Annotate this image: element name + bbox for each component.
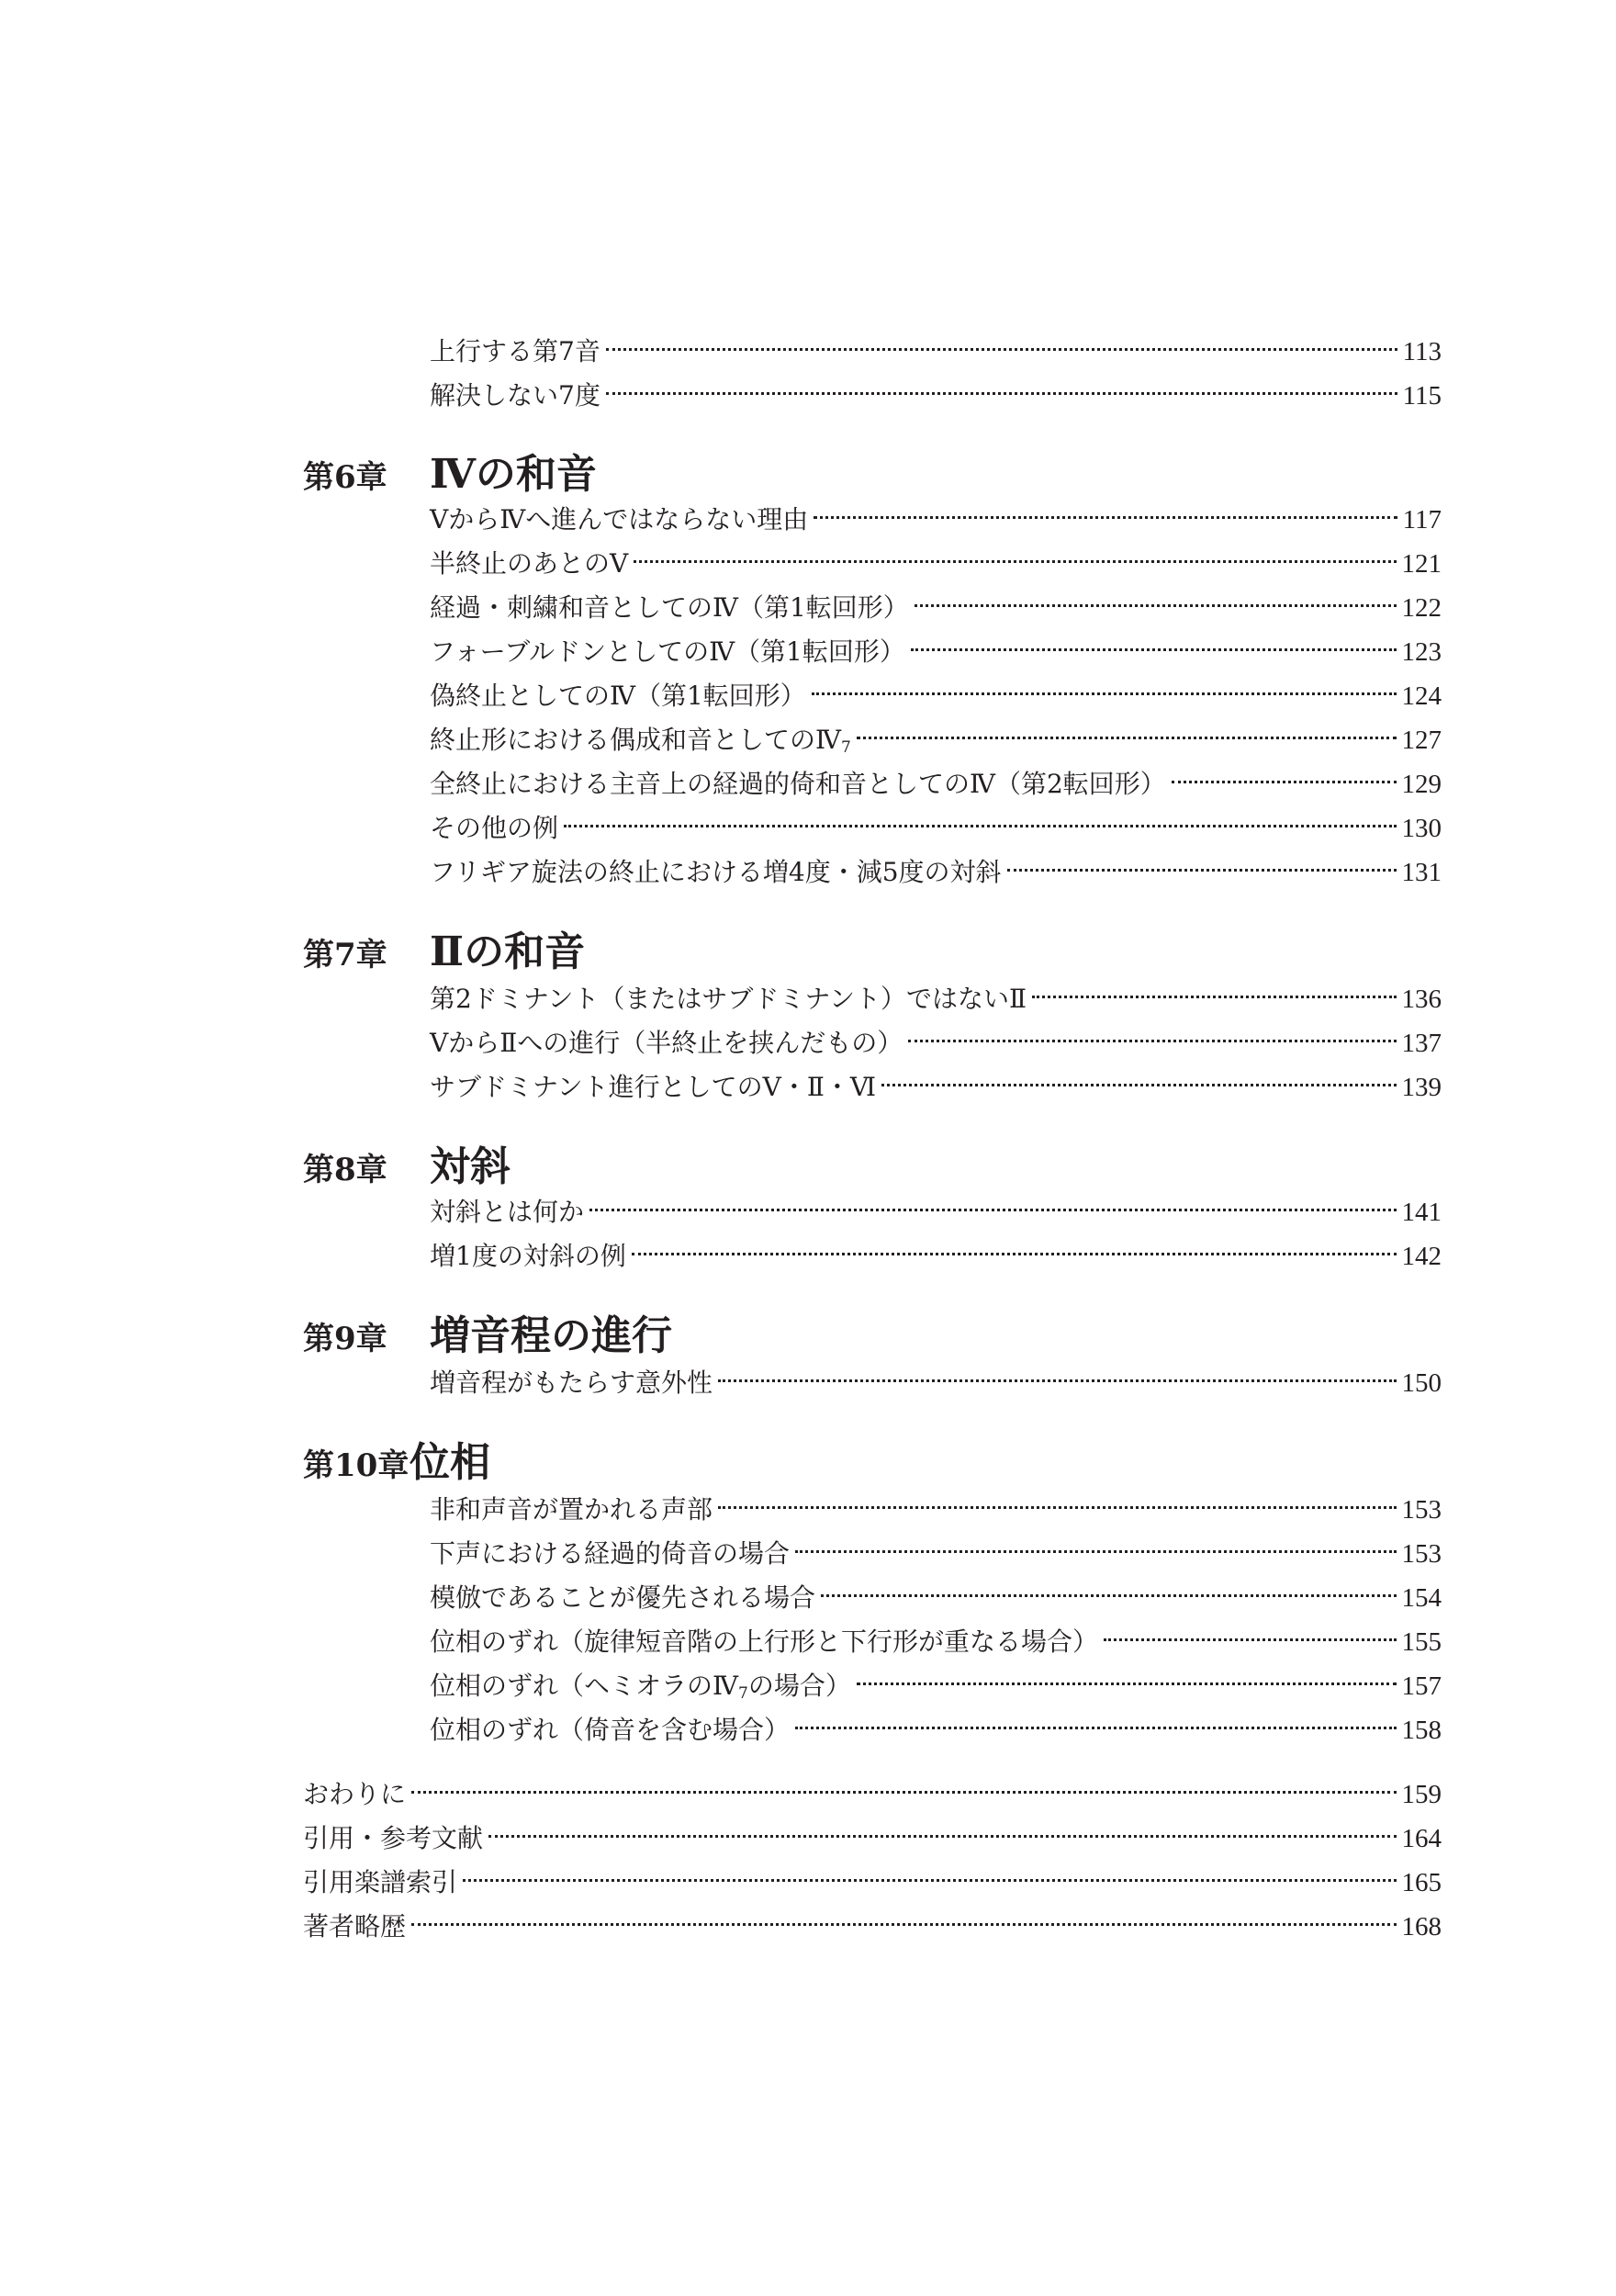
dot-leader: [857, 1683, 1397, 1685]
dot-leader: [1172, 781, 1397, 783]
toc-entry[interactable]: [430, 1534, 1442, 1574]
chapter-title: 増音程の進行: [430, 1312, 672, 1359]
toc-entry-title: 下声における経過的倚音の場合: [430, 1538, 791, 1569]
chapter-heading[interactable]: [303, 918, 585, 977]
toc-entry-title: 非和声音が置かれる声部: [430, 1494, 713, 1525]
toc-entry-page: 155: [1401, 1627, 1442, 1657]
toc-entry-page: 124: [1401, 681, 1442, 711]
toc-entry-page: 150: [1401, 1368, 1442, 1398]
chapter-title: 対斜: [430, 1143, 511, 1190]
toc-entry-page: 131: [1401, 858, 1442, 887]
chapter-heading[interactable]: [303, 1429, 490, 1488]
toc-entry[interactable]: [430, 376, 1442, 416]
toc-entry-title: 半終止のあとのⅤ: [430, 548, 629, 579]
toc-entry-title: フリギア旋法の終止における増4度・減5度の対斜: [430, 857, 1002, 887]
toc-entry-title: 上行する第7音: [430, 336, 600, 366]
toc-entry[interactable]: [430, 1067, 1442, 1108]
toc-entry-page: 122: [1401, 593, 1442, 623]
toc-entry-title: その他の例: [430, 813, 559, 843]
toc-entry[interactable]: [430, 332, 1442, 372]
toc-entry-title: 対斜とは何か: [430, 1197, 585, 1227]
toc-entry[interactable]: [430, 632, 1442, 672]
toc-entry-page: 130: [1401, 814, 1442, 843]
dot-leader: [1007, 869, 1397, 872]
chapter-number: 第7章: [303, 937, 387, 974]
dot-leader: [915, 604, 1397, 607]
toc-entry-page: 137: [1401, 1029, 1442, 1058]
dot-leader: [564, 825, 1396, 827]
toc-entry-title: フォーブルドンとしてのⅣ（第1転回形）: [430, 636, 905, 667]
toc-entry-title-text-after: の場合）: [747, 1671, 851, 1701]
toc-entry[interactable]: [430, 1622, 1442, 1662]
toc-entry-page: 159: [1401, 1780, 1442, 1809]
dot-leader: [795, 1727, 1396, 1729]
toc-entry-page: 117: [1402, 505, 1442, 535]
toc-entry[interactable]: [430, 1236, 1442, 1277]
dot-leader: [606, 392, 1397, 395]
chapter-heading[interactable]: [303, 441, 597, 500]
toc-entry-page: 123: [1401, 637, 1442, 667]
toc-entry-title: [430, 720, 851, 760]
toc-entry-page: 157: [1401, 1671, 1442, 1701]
toc-entry[interactable]: [430, 808, 1442, 849]
toc-entry-title: 第2ドミナント（またはサブドミナント）ではないⅡ: [430, 984, 1027, 1014]
dot-leader: [812, 692, 1397, 695]
toc-entry-page: 142: [1401, 1242, 1442, 1271]
toc-entry[interactable]: [430, 852, 1442, 893]
chapter-heading[interactable]: [303, 1133, 511, 1192]
dot-leader: [632, 1253, 1397, 1255]
toc-entry-title: 全終止における主音上の経過的倚和音としてのⅣ（第2転回形）: [430, 769, 1166, 799]
toc-entry-page: 153: [1401, 1539, 1442, 1569]
dot-leader: [634, 560, 1396, 563]
toc-entry-title: 偽終止としてのⅣ（第1転回形）: [430, 681, 806, 711]
dot-leader: [463, 1879, 1396, 1882]
toc-entry[interactable]: [430, 979, 1442, 1019]
toc-entry-title: 位相のずれ（倚音を含む場合）: [430, 1715, 791, 1745]
toc-entry-page: 127: [1401, 726, 1442, 755]
toc-entry[interactable]: [430, 676, 1442, 716]
toc-entry[interactable]: [303, 1907, 1442, 1947]
chapter-title: 位相: [410, 1439, 490, 1486]
toc-entry[interactable]: [430, 500, 1442, 540]
toc-entry[interactable]: [430, 1363, 1442, 1403]
toc-entry-title: 位相のずれ（旋律短音階の上行形と下行形が重なる場合）: [430, 1626, 1099, 1657]
toc-entry-title-text: 終止形における偶成和音としてのⅣ: [430, 725, 841, 755]
toc-entry-page: 153: [1401, 1495, 1442, 1525]
toc-entry-page: 115: [1402, 381, 1442, 411]
toc-entry-page: 129: [1401, 770, 1442, 799]
toc-entry-title-text: 位相のずれ（ヘミオラのⅣ: [430, 1671, 738, 1701]
dot-leader: [718, 1506, 1396, 1509]
toc-entry[interactable]: [430, 1666, 1442, 1706]
toc-entry-title: 解決しない7度: [430, 380, 600, 411]
toc-entry[interactable]: [303, 1818, 1442, 1859]
dot-leader: [881, 1084, 1396, 1086]
chapter-number: 第8章: [303, 1152, 387, 1188]
chapter-number: 第6章: [303, 459, 387, 496]
subscript-seven: 7: [840, 738, 851, 757]
dot-leader: [411, 1791, 1396, 1794]
toc-entry[interactable]: [303, 1774, 1442, 1815]
toc-entry-title: 著者略歴: [303, 1911, 407, 1941]
chapter-title: Ⅳの和音: [430, 451, 597, 498]
dot-leader: [488, 1835, 1396, 1838]
toc-entry-title: 引用楽譜索引: [303, 1867, 458, 1897]
toc-entry-page: 168: [1401, 1912, 1442, 1941]
toc-entry-title: [430, 1666, 851, 1706]
toc-entry-title: おわりに: [303, 1779, 407, 1809]
dot-leader: [589, 1209, 1396, 1211]
toc-entry-page: 158: [1401, 1716, 1442, 1745]
toc-entry-page: 121: [1401, 549, 1442, 579]
toc-entry[interactable]: [430, 720, 1442, 760]
chapter-number: 第10章: [303, 1447, 410, 1484]
toc-entry[interactable]: [303, 1863, 1442, 1903]
chapter-number: 第9章: [303, 1321, 387, 1357]
dot-leader: [814, 516, 1397, 519]
toc-entry[interactable]: [430, 1192, 1442, 1232]
toc-entry-page: 154: [1401, 1583, 1442, 1613]
toc-entry-page: 164: [1401, 1824, 1442, 1853]
toc-entry[interactable]: [430, 1578, 1442, 1618]
dot-leader: [718, 1379, 1396, 1382]
dot-leader: [1032, 996, 1396, 998]
subscript-seven: 7: [737, 1684, 748, 1703]
toc-entry[interactable]: [430, 1710, 1442, 1750]
toc-entry-title: 増音程がもたらす意外性: [430, 1367, 713, 1398]
dot-leader: [1104, 1638, 1396, 1641]
toc-entry-page: 136: [1401, 985, 1442, 1014]
toc-entry-title: 引用・参考文献: [303, 1823, 484, 1853]
dot-leader: [821, 1594, 1396, 1597]
chapter-heading[interactable]: [303, 1302, 672, 1361]
toc-entry[interactable]: [430, 764, 1442, 805]
toc-entry-page: 113: [1402, 337, 1442, 366]
toc-entry[interactable]: [430, 544, 1442, 584]
dot-leader: [795, 1550, 1396, 1553]
toc-entry-title: ⅤからⅡへの進行（半終止を挟んだもの）: [430, 1028, 903, 1058]
dot-leader: [606, 348, 1397, 351]
toc-entry-title: 経過・刺繍和音としてのⅣ（第1転回形）: [430, 592, 909, 623]
toc-entry-title: ⅤからⅣへ進んではならない理由: [430, 504, 809, 535]
dot-leader: [911, 648, 1397, 651]
dot-leader: [908, 1040, 1396, 1042]
toc-entry[interactable]: [430, 588, 1442, 628]
toc-entry-title: 模倣であることが優先される場合: [430, 1582, 816, 1613]
toc-entry-page: 165: [1401, 1868, 1442, 1897]
toc-entry[interactable]: [430, 1490, 1442, 1530]
toc-entry-page: 141: [1401, 1198, 1442, 1227]
toc-entry-title: サブドミナント進行としてのⅤ・Ⅱ・Ⅵ: [430, 1072, 877, 1102]
dot-leader: [857, 737, 1397, 739]
dot-leader: [411, 1923, 1396, 1926]
toc-entry-title: 増1度の対斜の例: [430, 1241, 626, 1271]
toc-entry[interactable]: [430, 1023, 1442, 1064]
chapter-title: Ⅱの和音: [430, 929, 586, 975]
toc-entry-page: 139: [1401, 1073, 1442, 1102]
